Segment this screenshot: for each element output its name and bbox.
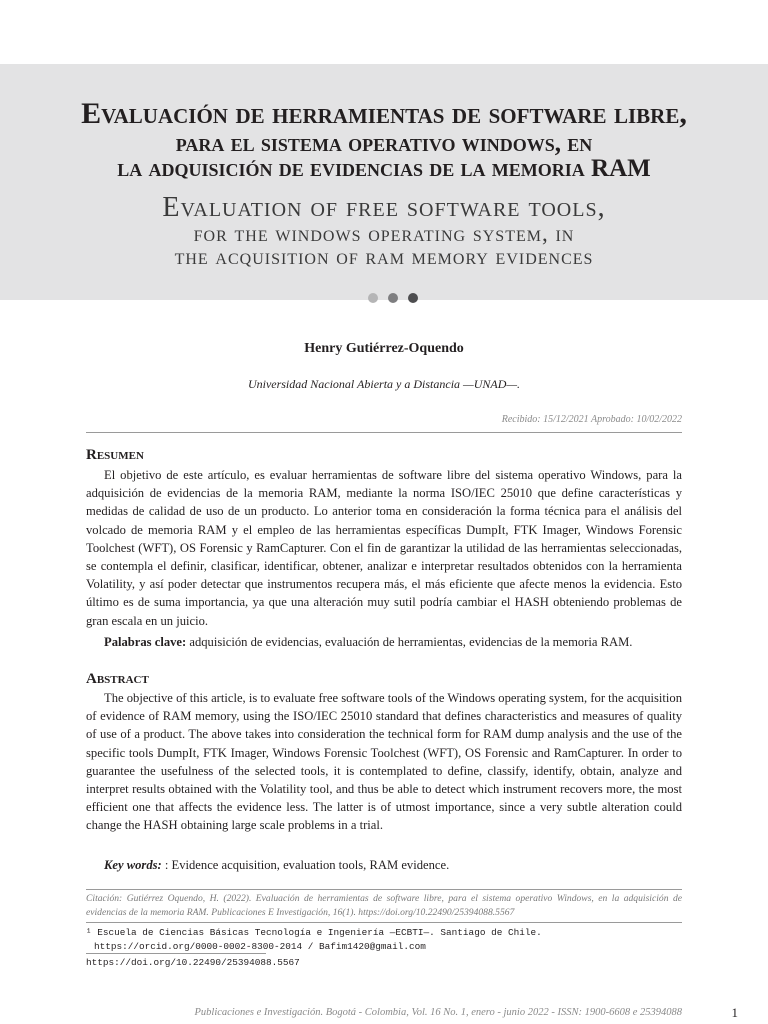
title-english-line-3: the acquisition of ram memory evidences [174, 244, 594, 269]
footnote-line-1: ¹ Escuela de Ciencias Básicas Tecnología e Ingeniería —ECBTI—. Santiago de Chile. [86, 927, 542, 938]
citation: Citación: Gutiérrez Oquendo, H. (2022). Evaluación de herramientas de software libre, para el sistema operativo Windows, en la adquisición de evidencias de la memoria RAM. Publicaciones E Investigación, 16(1). https://doi.org/10.22490/25394088.5567 [86, 893, 682, 918]
footnote [86, 926, 686, 953]
resumen-heading: Resumen [86, 447, 144, 463]
divider [86, 953, 266, 954]
journal-footer: Publicaciones e Investigación. Bogotá - Colombia, Vol. 16 No. 1, enero - junio 2022 - ISSN: 1900-6608 e 25394088 [194, 1007, 682, 1018]
title-spanish-line-3: la adquisición de evidencias de la memoria RAM [117, 155, 651, 182]
palabras-clave-label: Palabras clave: [104, 635, 187, 649]
title-spanish-line-2: para el sistema operativo windows, en [175, 130, 593, 157]
palabras-clave-text: adquisición de evidencias, evaluación de herramientas, evidencias de la memoria RAM. [189, 635, 633, 649]
palabras-clave [104, 635, 632, 650]
key-words-label: Key words: [104, 858, 162, 872]
decorative-dots [368, 293, 420, 305]
dot-icon [408, 293, 418, 303]
dot-icon [368, 293, 378, 303]
received-approved-dates: Recibido: 15/12/2021 Aprobado: 10/02/2022 [501, 414, 682, 425]
author-affiliation: Universidad Nacional Abierta y a Distancia —UNAD—. [247, 377, 521, 391]
title-english-line-1: Evaluation of free software tools, [162, 192, 606, 223]
footnote-line-2: https://orcid.org/0000-0002-8300-2014 / Bafim1420@gmail.com [94, 940, 426, 952]
doi-link[interactable]: https://doi.org/10.22490/25394088.5567 [86, 957, 300, 968]
abstract-heading: Abstract [86, 671, 149, 687]
author-name: Henry Gutiérrez-Oquendo [304, 341, 464, 356]
divider [86, 432, 682, 433]
dot-icon [388, 293, 398, 303]
title-spanish-line-1: Evaluación de herramientas de software libre, [81, 97, 687, 130]
title-english-line-2: for the windows operating system, in [193, 221, 575, 246]
key-words-text: : Evidence acquisition, evaluation tools, RAM evidence. [164, 858, 450, 872]
divider [86, 889, 682, 890]
page-number: 1 [731, 1005, 738, 1020]
key-words [104, 858, 449, 873]
resumen-text: El objetivo de este artículo, es evaluar herramientas de software libre del sistema operativo Windows, para la adquisición de evidencias de la memoria RAM, mediante la norma ISO/IEC 25010 que define características y medidas de calidad de uso de un producto. Lo anterior toma en consideración la forma técnica para el análisis del volcado de memoria RAM y el empleo de las herramientas específicas DumpIt, FTK Imager, Windows Forensic Toolchest (WFT), OS Forensic y RamCapturer. Con el fin de garantizar la utilidad de las herramientas seleccionadas, se contempla el definir, clasificar, identificar, obtener, analizar e interpretar resultados obtenidos con la herramienta Volatility, y así poder detectar que instrumentos recupera más, el más eficiente que afecte menos la evidencia. Esto último es de suma importancia, ya que una alteración muy sutil podría cambiar el HASH obteniendo problemas de gran escala en un juicio. [86, 468, 682, 628]
divider [86, 922, 682, 923]
abstract-text: The objective of this article, is to evaluate free software tools of the Windows operating system, for the acquisition of evidence of RAM memory, using the ISO/IEC 25010 standard that defines characteristics and measures of quality of use of a product. The above takes into consideration the technical form for RAM dump analysis and the use of the specific tools DumpIt, FTK Imager, Windows Forensic Toolchest (WFT), OS Forensic and RamCapturer. In order to guarantee the usefulness of the selected tools, it is contemplated to define, classify, identify, obtain, analyze and interpret results obtained with the Volatility tool, and thus be able to detect which instrument recovers more, the most efficient one that affects the evidence less. The latter is of utmost importance, since a very subtle alteration could change the HASH obtaining large scale problems in a trial. [86, 691, 682, 833]
